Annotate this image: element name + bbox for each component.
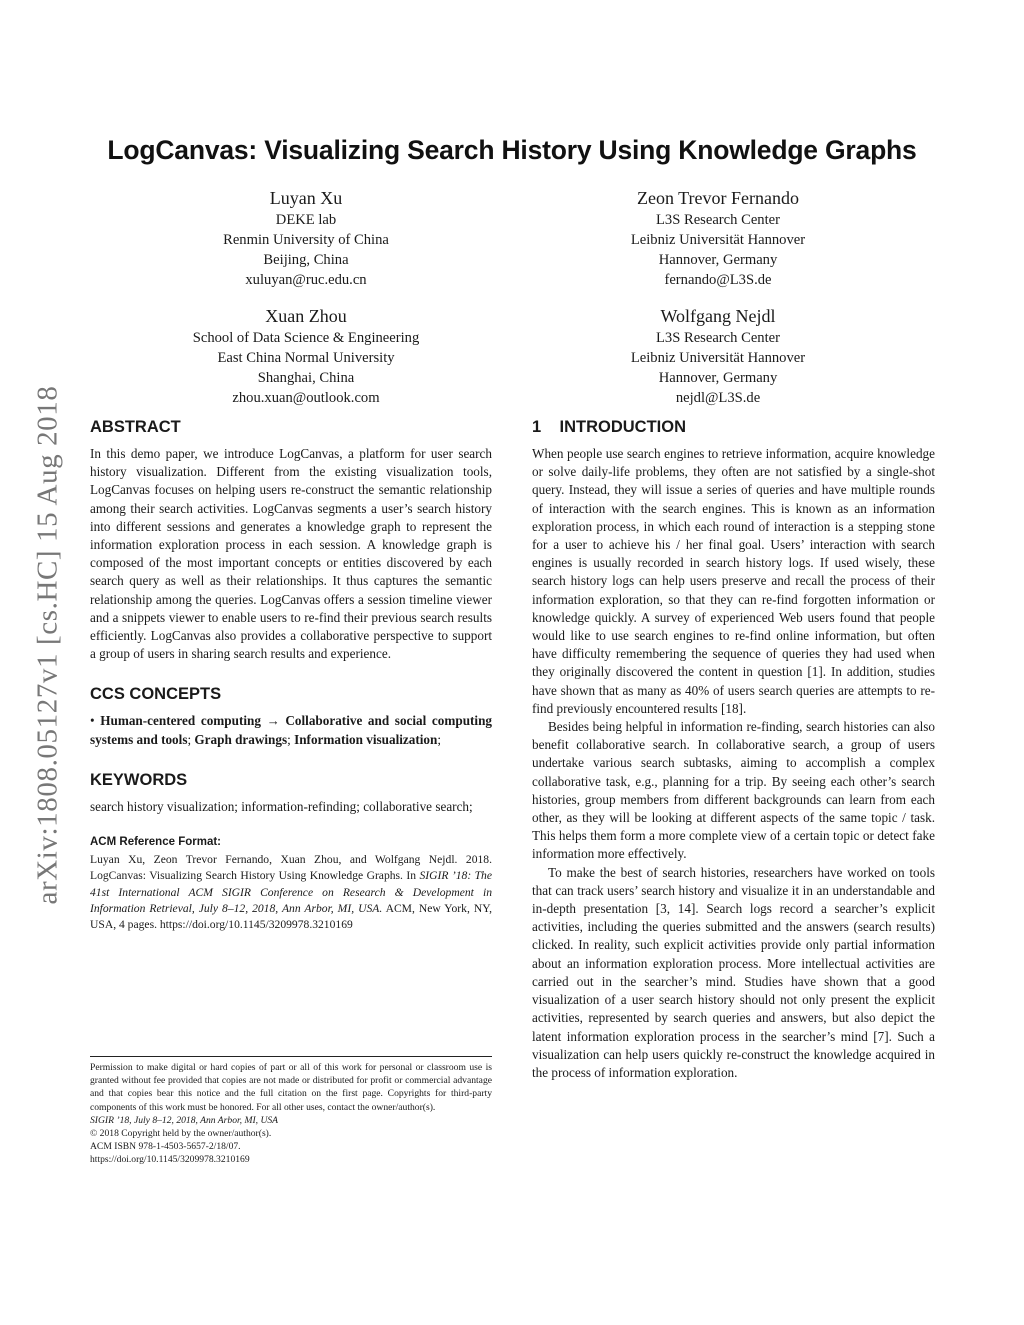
- author-name: Wolfgang Nejdl: [660, 306, 776, 326]
- author-location: Hannover, Germany: [658, 370, 778, 386]
- intro-paragraph: To make the best of search histories, researchers have worked on tools that can track users’ search history and visualize it in an understandable and in-depth presentation [3, 14]. Search logs record a searcher’s explicit activities, including the queries submitted and the answers (search results) clicked. In reality, such explicit activities provide only partial information about an information exploration process. More intellectual activities are carried out in the searcher’s mind. Studies have shown that a good visualization of a user search history should not only present the explicit activities, represented by search queries and answers, but also depict the latent information exploration process in the searcher’s mind [7]. Such a visualization can help users quickly re-construct the knowledge acquired in the process of information exploration.: [532, 864, 935, 1080]
- paper-title: LogCanvas: Visualizing Search History Using Knowledge Graphs: [107, 135, 917, 165]
- ccs-part: Information visualization: [294, 731, 438, 747]
- author-affiliation: Leibniz Universität Hannover: [630, 232, 806, 248]
- ccs-separator: ;: [187, 731, 195, 747]
- arxiv-identifier: arXiv:1808.05127v1 [cs.HC] 15 Aug 2018: [31, 385, 64, 905]
- keywords-heading: KEYWORDS: [90, 770, 188, 789]
- author-affiliation: School of Data Science & Engineering: [192, 330, 420, 346]
- ccs-arrow: →: [266, 713, 280, 729]
- acm-ref-authors: Luyan Xu, Zeon Trevor Fernando, Xuan Zhou, and Wolfgang Nejdl. 2018. LogCanvas: Visualizing Search History Using Knowledge Graphs. In: [90, 853, 492, 883]
- acm-ref-heading: ACM Reference Format:: [90, 836, 221, 849]
- author-block: [156, 187, 456, 290]
- author-affiliation: L3S Research Center: [655, 212, 780, 228]
- intro-paragraph: Besides being helpful in information re-finding, search histories can also benefit collaborative search. In collaborative search, a group of users undertake various search subtasks, aiming to accomplish a complex collaborative task, e.g., planning for a trip. By seeing each other’s search histories, group members from different backgrounds can learn from each other, as they will be looking at different aspects of the same topic / task. This helps them form a more complete view of a certain topic or detect fake information more effectively.: [532, 719, 935, 862]
- ccs-separator: ;: [287, 731, 295, 747]
- author-name: Luyan Xu: [269, 188, 343, 208]
- author-block: [568, 305, 868, 408]
- keywords-text: search history visualization; information-refinding; collaborative search;: [90, 798, 473, 814]
- author-affiliation: Leibniz Universität Hannover: [630, 350, 806, 366]
- footnote-divider: [90, 1056, 492, 1057]
- right-column: [532, 418, 935, 1082]
- conference-venue: SIGIR ’18, July 8–12, 2018, Ann Arbor, MI, USA: [90, 1114, 279, 1126]
- permission-notice: Permission to make digital or hard copies of part or all of this work for personal or classroom use is granted without fee provided that copies are not made or distributed for profit or commercial advantage and that copies bear this notice and the full citation on the first page. Copyrights for third-party components of this work must be honored. For all other uses, contact the owner/author(s).: [90, 1062, 492, 1113]
- ccs-concepts: [90, 712, 492, 748]
- author-email[interactable]: xuluyan@ruc.edu.cn: [245, 272, 367, 288]
- acm-reference: [90, 852, 492, 933]
- author-block: [568, 187, 868, 290]
- copyright-notice: © 2018 Copyright held by the owner/author(s).: [90, 1128, 272, 1140]
- author-email[interactable]: nejdl@L3S.de: [675, 390, 761, 406]
- author-location: Beijing, China: [263, 252, 349, 268]
- author-email[interactable]: zhou.xuan@outlook.com: [232, 390, 380, 406]
- doi-link[interactable]: https://doi.org/10.1145/3209978.3210169: [90, 1154, 250, 1166]
- author-name: Zeon Trevor Fernando: [637, 188, 799, 208]
- acm-ref-tail: ACM, New York, NY, USA, 4 pages. https://doi.org/10.1145/3209978.3210169: [90, 901, 492, 932]
- abstract-heading: ABSTRACT: [90, 418, 181, 436]
- introduction-heading: 1 INTRODUCTION: [532, 418, 687, 436]
- author-email[interactable]: fernando@L3S.de: [664, 272, 772, 288]
- ccs-part: Collaborative and social computing systems and tools: [90, 713, 493, 747]
- author-affiliation: DEKE lab: [275, 212, 337, 228]
- acm-ref-venue: SIGIR ’18: The 41st International ACM SIGIR Conference on Research & Development in Information Retrieval, July 8–12, 2018, Ann Arbor, MI, USA.: [90, 869, 492, 915]
- ccs-bullet: •: [90, 713, 95, 729]
- author-affiliation: Renmin University of China: [223, 232, 389, 248]
- intro-paragraph: When people use search engines to retrieve information, acquire knowledge or solve daily-life problems, they often are not satisfied by a single-shot query. Instead, they will issue a series of queries and have multiple rounds of interaction with the search engines. This is known as an information exploration process, in which each round of interaction is a stepping stone for a user to achieve his / her final goal. Users’ interaction with search engines is usually recorded in search history logs. If used wisely, these search history logs can help users preserve and recall the process of their information exploration, so that they can re-find forgotten information or knowledge quickly. A survey of experienced Web users found that people would like to use search engines to re-find online information, but often have difficulty remembering the sequence of queries they had used when they originally discovered the content in question [1]. In addition, studies have shown that as many as 40% of users search queries are attempts to re-find previously encountered results [18].: [532, 446, 935, 716]
- footnote: [90, 1061, 492, 1167]
- abstract-text: In this demo paper, we introduce LogCanvas, a platform for user search history visualization. Different from the existing visualization tools, LogCanvas focuses on helping users re-construct the semantic relationship among their search activities. LogCanvas segments a user’s search history into different sessions and generates a knowledge graph to represent the information exploration process in each session. A knowledge graph is composed of the most important concepts or entities discovered by each search query as well as their relationships. It thus captures the semantic relationship among the queries. LogCanvas offers a session timeline viewer and a snippets viewer to enable users to re-find their previous search results efficiently. LogCanvas also provides a collaborative perspective to support a group of users in sharing search results and experience.: [90, 446, 492, 662]
- ccs-heading: CCS CONCEPTS: [90, 685, 222, 704]
- isbn: ACM ISBN 978-1-4503-5657-2/18/07.: [90, 1141, 241, 1153]
- author-name: Xuan Zhou: [265, 306, 347, 326]
- author-affiliation: L3S Research Center: [655, 330, 780, 346]
- author-affiliation: East China Normal University: [217, 350, 395, 366]
- ccs-part: Graph drawings: [194, 731, 288, 747]
- ccs-end: ;: [437, 731, 442, 747]
- ccs-part: Human-centered computing: [100, 713, 261, 729]
- author-block: [156, 305, 456, 408]
- left-column: [90, 418, 492, 934]
- author-location: Shanghai, China: [257, 370, 355, 386]
- author-location: Hannover, Germany: [658, 252, 778, 268]
